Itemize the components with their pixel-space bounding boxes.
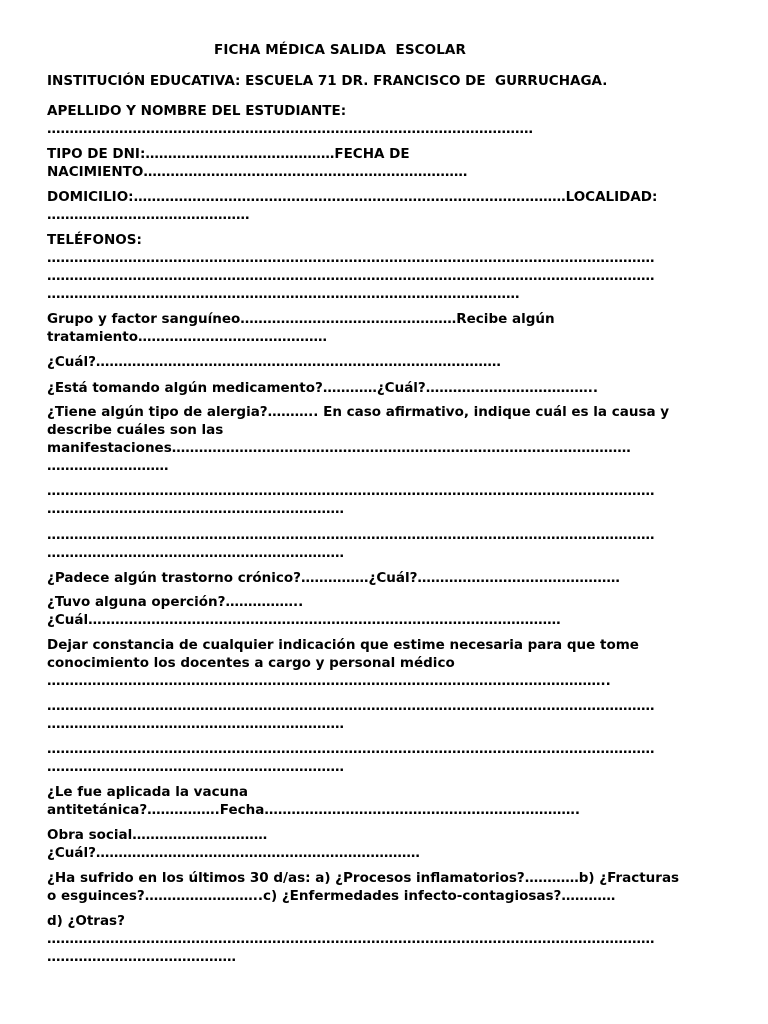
form-line: ………………………………………………………… [47,501,344,517]
form-line: TIPO DE DNI:……………………………………FECHA DE [47,146,410,162]
dni-birthdate-field [47,145,719,181]
form-line: ……………………………………………………………………………………………………………………… [47,250,655,266]
allergy-extra-lines-1 [47,482,719,518]
indications-extra-lines-2 [47,740,719,776]
form-line: …………………………………………………………………………………………… [47,286,520,302]
tetanus-vaccine-field [47,783,719,819]
form-line: describe cuáles son las [47,422,224,438]
document-title: FICHA MÉDICA SALIDA ESCOLAR [214,42,466,58]
indications-extra-lines-1 [47,697,719,733]
form-line: Obra social………………………… [47,827,268,843]
form-line: ………………………………………………………… [47,716,344,732]
form-line: ¿Le fue aplicada la vacuna [47,784,248,800]
form-line: ……………………………………………………………………………………………… [47,121,533,137]
health-insurance-field [47,826,719,862]
treatment-which-field [47,353,719,371]
institution-line [47,72,719,90]
chronic-disorder-field [47,569,719,587]
recent-conditions-field [47,869,719,905]
medication-field [47,379,719,397]
form-line: ¿Tiene algún tipo de alergia?……….. En caso afirmativo, indique cuál es la causa y [47,404,670,420]
form-line: Dejar constancia de cualquier indicación que estime necesaria para que tome [47,637,639,653]
form-line: ¿Cuál?……………………………………………………………………………… [47,354,501,370]
form-line: NACIMIENTO……………………………………………………………… [47,164,468,180]
form-line: ……………………………………………………………………………………………………………………… [47,931,655,947]
form-line: antitetánica?…………….Fecha……………………………………………………………. [47,802,580,818]
form-line: manifestaciones………………………………………………………………………………………… [47,440,631,456]
form-line: ……………………………………………………………………………………………………………………… [47,268,655,284]
form-line: tratamiento…………………………………… [47,329,327,345]
form-line: conocimiento los docentes a cargo y personal médico [47,655,455,671]
form-line: o esguinces?……………………..c) ¿Enfermedades infecto-contagiosas?………… [47,888,616,904]
address-locality-field [47,188,719,224]
other-conditions-field [47,912,719,966]
form-line: …………………………………… [47,949,236,965]
form-line: ……………………………………………………………………………………………………………………… [47,527,655,543]
indications-field [47,636,719,690]
form-line: DOMICILIO:……………………………………………………………………………………LOCALIDAD: [47,189,658,205]
form-line: ………………………………………………………… [47,759,344,775]
allergy-extra-lines-2 [47,526,719,562]
blood-treatment-field [47,310,719,346]
form-line: ……………………………………………………………………………………………………………………… [47,483,655,499]
form-line: ……………………… [47,458,169,474]
form-line: ……………………………………… [47,207,250,223]
surgery-field [47,593,719,629]
form-line: ¿Ha sufrido en los últimos 30 d/as: a) ¿Procesos inflamatorios?…………b) ¿Fracturas [47,870,680,886]
form-line: ¿Padece algún trastorno crónico?……………¿Cuál?……………………………………… [47,570,620,586]
form-line: APELLIDO Y NOMBRE DEL ESTUDIANTE: [47,103,347,119]
allergy-field [47,403,719,475]
phone-field [47,231,719,303]
form-line: ¿Cuál?……………………………………………………………… [47,845,420,861]
student-name-field [47,102,719,138]
form-line: TELÉFONOS: [47,232,142,248]
form-line: Grupo y factor sanguíneo…………………………………………Recibe algún [47,311,555,327]
form-line: ¿Tuvo alguna operción?…………….. [47,594,304,610]
form-line: d) ¿Otras? [47,913,125,929]
form-line: ¿Está tomando algún medicamento?…………¿Cuál?……………………………….. [47,380,599,396]
form-line: INSTITUCIÓN EDUCATIVA: ESCUELA 71 DR. FRANCISCO DE GURRUCHAGA. [47,73,608,89]
form-line: ……………………………………………………………………………………………………………………… [47,698,655,714]
form-line: ………………………………………………………… [47,545,344,561]
form-line: ¿Cuál…………………………………………………………………………………………… [47,612,561,628]
form-line: ……………………………………………………………………………………………………………………… [47,741,655,757]
form-line: …………………………………………………………………………………………………………….. [47,673,611,689]
